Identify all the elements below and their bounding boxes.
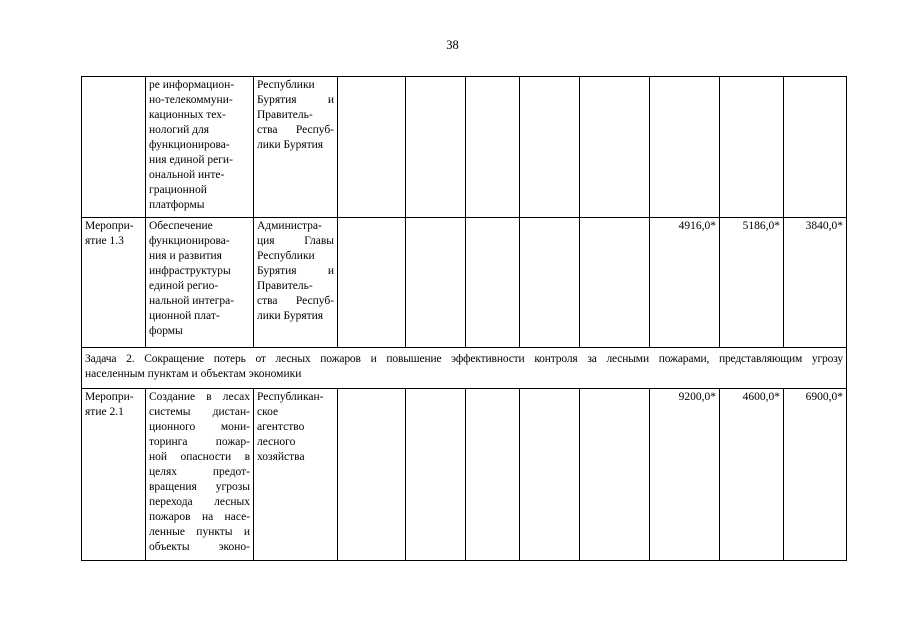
activity-name-cell	[146, 218, 254, 348]
text-line: ское	[257, 406, 279, 418]
text-line: ства Респуб-	[257, 295, 334, 307]
value-cell: 6900,0*	[784, 389, 847, 561]
task-title-line: населенным пунктам и объектам экономики	[85, 368, 302, 380]
text-line: ния единой реги-	[149, 154, 233, 166]
table-row	[82, 218, 847, 348]
empty-cell	[406, 77, 466, 218]
page-number: 38	[446, 38, 459, 52]
text-line: ленные пункты и	[149, 526, 250, 538]
empty-cell	[466, 77, 520, 218]
value-cell: 4600,0*	[720, 389, 784, 561]
text-line: инфраструктуры	[149, 265, 231, 277]
text-line: Меропри-	[85, 220, 134, 232]
empty-cell	[466, 218, 520, 348]
empty-cell	[466, 389, 520, 561]
table-row	[82, 348, 847, 389]
budget-table	[81, 76, 847, 561]
text-line: лики Бурятия	[257, 310, 324, 322]
text-line: единой регио-	[149, 280, 219, 292]
executor-cell	[254, 218, 338, 348]
text-line: Республикан-	[257, 391, 324, 403]
text-line: ональной инте-	[149, 169, 225, 181]
activity-id-cell	[82, 389, 146, 561]
executor-cell	[254, 389, 338, 561]
text-line: ятие 1.3	[85, 235, 124, 247]
text-line: Обеспечение	[149, 220, 213, 232]
text-line: Правитель-	[257, 280, 313, 292]
activity-name-cell	[146, 77, 254, 218]
empty-cell	[580, 218, 650, 348]
value-cell	[784, 77, 847, 218]
text-line: ния и развития	[149, 250, 222, 262]
value-cell: 9200,0*	[650, 389, 720, 561]
text-line: ства Респуб-	[257, 124, 334, 136]
empty-cell	[580, 77, 650, 218]
activity-name-cell	[146, 389, 254, 561]
text-line: ция Главы	[257, 235, 334, 247]
executor-cell	[254, 77, 338, 218]
value-cell: 4916,0*	[650, 218, 720, 348]
text-line: Республики	[257, 250, 315, 262]
text-line: целях предот-	[149, 466, 250, 478]
empty-cell	[338, 389, 406, 561]
empty-cell	[520, 389, 580, 561]
text-line: нальной интегра-	[149, 295, 235, 307]
text-line: Бурятия и	[257, 265, 334, 277]
text-line: Администра-	[257, 220, 322, 232]
text-line: вращения угрозы	[149, 481, 250, 493]
text-line: хозяйства	[257, 451, 305, 463]
value-cell	[650, 77, 720, 218]
value-cell	[720, 77, 784, 218]
task-header-cell	[82, 348, 847, 389]
empty-cell	[580, 389, 650, 561]
text-line: ре информацион-	[149, 79, 235, 91]
activity-id-cell	[82, 77, 146, 218]
text-line: Меропри-	[85, 391, 134, 403]
empty-cell	[520, 77, 580, 218]
text-line: лесного	[257, 436, 296, 448]
text-line: перехода лесных	[149, 496, 250, 508]
text-line: Создание в лесах	[149, 391, 250, 403]
text-line: пожаров на насе-	[149, 511, 250, 523]
value-cell: 3840,0*	[784, 218, 847, 348]
activity-id-cell	[82, 218, 146, 348]
text-line: Бурятия и	[257, 94, 334, 106]
value-cell: 5186,0*	[720, 218, 784, 348]
text-line: объекты эконо-	[149, 541, 250, 553]
text-line: кационных тех-	[149, 109, 226, 121]
text-line: ной опасности в	[149, 451, 250, 463]
table-row	[82, 77, 847, 218]
text-line: Правитель-	[257, 109, 313, 121]
text-line: нологий для	[149, 124, 210, 136]
text-line: ционной плат-	[149, 310, 220, 322]
empty-cell	[520, 218, 580, 348]
text-line: лики Бурятия	[257, 139, 324, 151]
text-line: системы дистан-	[149, 406, 250, 418]
text-line: ционного мони-	[149, 421, 250, 433]
text-line: Республики	[257, 79, 315, 91]
text-line: но-телекоммуни-	[149, 94, 233, 106]
empty-cell	[338, 77, 406, 218]
text-line: функционирова-	[149, 139, 230, 151]
empty-cell	[406, 389, 466, 561]
empty-cell	[338, 218, 406, 348]
text-line: агентство	[257, 421, 305, 433]
task-title-line: Задача 2. Сокращение потерь от лесных пожаров и повышение эффективности контроля за лесными пожарами, представляющим угрозу	[85, 353, 843, 365]
text-line: грационной	[149, 184, 207, 196]
text-line: функционирова-	[149, 235, 230, 247]
text-line: торинга пожар-	[149, 436, 250, 448]
text-line: формы	[149, 325, 183, 337]
text-line: платформы	[149, 199, 205, 211]
text-line: ятие 2.1	[85, 406, 124, 418]
table-row	[82, 389, 847, 561]
empty-cell	[406, 218, 466, 348]
